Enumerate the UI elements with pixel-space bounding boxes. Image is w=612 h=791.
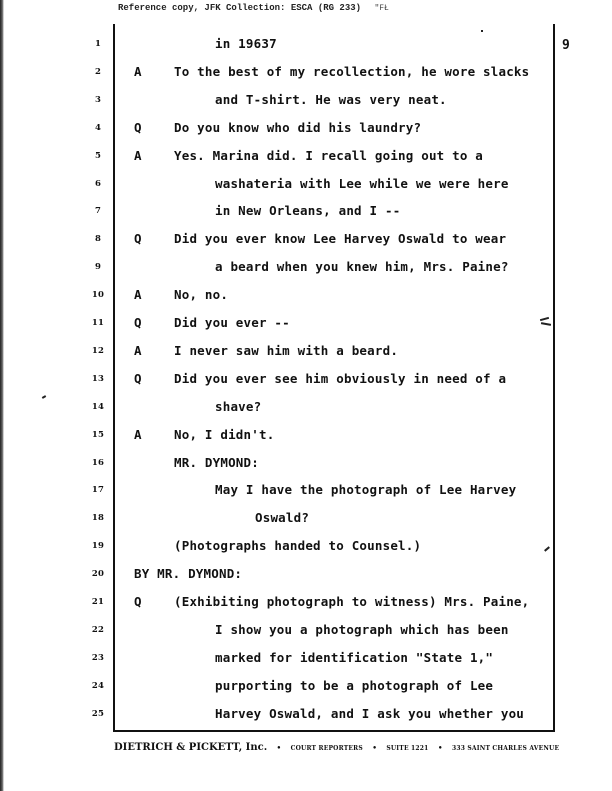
line-number: 19 bbox=[91, 541, 105, 552]
speaker-label: Q bbox=[134, 370, 142, 386]
line-text: and T-shirt. He was very neat. bbox=[215, 91, 447, 107]
line-text: Yes. Marina did. I recall going out to a bbox=[174, 147, 484, 163]
line-number: 18 bbox=[91, 513, 105, 524]
footer-separator: • bbox=[276, 743, 282, 752]
line-text: a beard when you knew him, Mrs. Paine? bbox=[215, 259, 509, 275]
line-text: To the best of my recollection, he wore slacks bbox=[174, 63, 530, 79]
transcript-line bbox=[0, 315, 612, 335]
footer-separator: • bbox=[438, 743, 443, 752]
line-number: 17 bbox=[91, 485, 105, 496]
line-number: 11 bbox=[91, 318, 105, 328]
line-number: 12 bbox=[91, 345, 105, 356]
speaker-label: A bbox=[134, 147, 142, 163]
line-number: 15 bbox=[91, 429, 105, 440]
speaker-label: Q bbox=[134, 594, 142, 609]
line-number: 4 bbox=[94, 122, 102, 133]
footer-address: 333 SAINT CHARLES AVENUE bbox=[451, 745, 560, 752]
line-number: 24 bbox=[91, 680, 105, 691]
transcript-line bbox=[0, 231, 612, 251]
line-text: in 19637 bbox=[215, 36, 277, 51]
line-number: 9 bbox=[94, 262, 102, 273]
transcript-line bbox=[0, 176, 612, 196]
line-text: Did you ever know Lee Harvey Oswald to wear bbox=[174, 231, 507, 247]
transcript-line bbox=[0, 399, 612, 419]
transcript-line bbox=[0, 203, 612, 223]
page-number: 9 bbox=[562, 38, 570, 53]
reference-header-text: Reference copy, JFK Collection: ESCA (RG 233) bbox=[118, 3, 362, 13]
line-number: 21 bbox=[91, 597, 105, 607]
line-text: Oswald? bbox=[255, 510, 310, 526]
line-text: Did you ever -- bbox=[174, 315, 290, 330]
transcript-line bbox=[0, 287, 612, 307]
footer-suite: SUITE 1221 bbox=[386, 745, 429, 752]
footer-role: COURT REPORTERS bbox=[290, 745, 363, 752]
transcript-line bbox=[0, 371, 612, 391]
line-text: (Exhibiting photograph to witness) Mrs. Paine, bbox=[174, 594, 530, 609]
speaker-label: Q bbox=[134, 119, 142, 135]
footer bbox=[114, 742, 560, 753]
line-text: washateria with Lee while we were here bbox=[215, 175, 509, 191]
line-text: Do you know who did his laundry? bbox=[174, 119, 422, 135]
transcript-line bbox=[0, 678, 612, 698]
transcript-line bbox=[0, 482, 612, 502]
speaker-label: A bbox=[134, 342, 142, 358]
line-number: 23 bbox=[91, 652, 105, 663]
line-text: May I have the photograph of Lee Harvey bbox=[215, 482, 517, 498]
line-text: No, I didn't. bbox=[174, 426, 275, 442]
footer-separator: • bbox=[372, 743, 377, 752]
line-text: No, no. bbox=[174, 287, 229, 303]
footer-firm: DIETRICH & PICKETT, Inc. bbox=[114, 742, 268, 753]
line-number: 5 bbox=[94, 150, 102, 161]
line-text: Harvey Oswald, and I ask you whether you bbox=[215, 705, 525, 721]
line-number: 7 bbox=[94, 206, 102, 217]
transcript-line bbox=[0, 427, 612, 447]
line-number: 25 bbox=[91, 708, 105, 719]
transcript-line bbox=[0, 538, 612, 558]
transcript-line bbox=[0, 343, 612, 363]
speaker-label: Q bbox=[134, 231, 142, 247]
transcript-line bbox=[0, 706, 612, 726]
scan-edge bbox=[0, 0, 4, 791]
transcript-line bbox=[0, 36, 612, 56]
line-number: 20 bbox=[91, 569, 105, 580]
transcript-line bbox=[0, 622, 612, 642]
transcript-line bbox=[0, 120, 612, 140]
line-text: I never saw him with a beard. bbox=[174, 342, 399, 358]
line-text: I show you a photograph which has been bbox=[215, 621, 509, 637]
transcript-line bbox=[0, 594, 612, 614]
line-text: BY MR. DYMOND: bbox=[134, 566, 243, 582]
transcript-line bbox=[0, 92, 612, 112]
transcript-line bbox=[0, 259, 612, 279]
transcript-line bbox=[0, 455, 612, 475]
speaker-label: A bbox=[134, 426, 142, 442]
line-number: 13 bbox=[91, 373, 105, 384]
transcript-line bbox=[0, 566, 612, 586]
transcript-line bbox=[0, 148, 612, 168]
transcript-line bbox=[0, 510, 612, 530]
line-number: 1 bbox=[94, 39, 102, 49]
transcript-line bbox=[0, 650, 612, 670]
line-text: (Photographs handed to Counsel.) bbox=[174, 538, 422, 554]
line-text: shave? bbox=[215, 398, 262, 414]
reference-header bbox=[118, 3, 389, 13]
header-scribble: "FŁ bbox=[374, 4, 389, 13]
line-text: MR. DYMOND: bbox=[174, 454, 259, 470]
line-number: 22 bbox=[91, 624, 105, 635]
line-text: purporting to be a photograph of Lee bbox=[215, 677, 494, 693]
scan-mark bbox=[481, 30, 483, 32]
line-text: marked for identification "State 1," bbox=[215, 649, 494, 665]
line-number: 3 bbox=[94, 94, 102, 105]
speaker-label: A bbox=[134, 63, 142, 79]
line-number: 14 bbox=[91, 401, 105, 412]
line-number: 6 bbox=[94, 178, 102, 189]
speaker-label: Q bbox=[134, 315, 142, 330]
speaker-label: A bbox=[134, 287, 142, 303]
line-number: 8 bbox=[94, 234, 102, 245]
transcript-line bbox=[0, 64, 612, 84]
line-text: Did you ever see him obviously in need of a bbox=[174, 370, 507, 386]
line-number: 10 bbox=[91, 290, 105, 301]
line-number: 2 bbox=[94, 66, 102, 77]
line-text: in New Orleans, and I -- bbox=[215, 203, 401, 219]
line-number: 16 bbox=[91, 457, 105, 468]
